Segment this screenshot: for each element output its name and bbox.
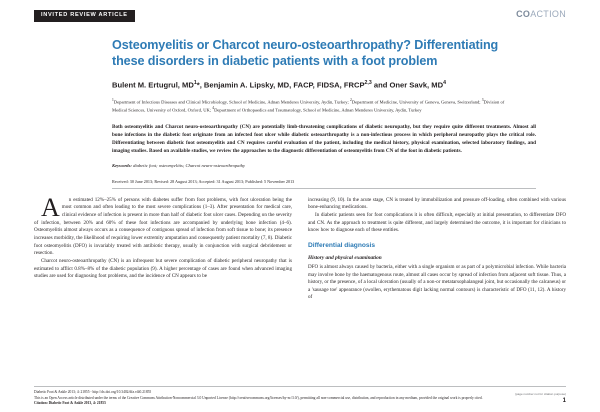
paragraph-text: n estimated 12%–25% of persons with diabetes suffer from foot problems, with foot ulceration being the most common and often leading to the most severe complications (1–3). After presentation for medical care, clinical evidence of infection is present in more than half of diabetic foot ulcer cases. Depending on the severity of infection, between 20% and 60% of these foot infections are accompanied by underlying bone infection (4–6). Osteomyelitis almost always occurs as a consequence of contiguous spread of infection from soft tissue to bone; its presence increases morbidity, the likelihood of requiring lower extremity amputation and consequently patient mortality (7, 8). Diabetic foot osteomyelitis (DFO) is invariably treated with antibiotic therapy, usually in conjunction with surgical debridement or resection. — [34, 196, 292, 257]
body-columns — [34, 192, 566, 302]
keywords-label: Keywords: — [112, 162, 132, 168]
footer-line-3: This is an Open Access article distributed under the terms of the Creative Commons Attribution-Noncommercial 3.0 Unported License (http://creativecommons.org/licenses/by-nc/3.0/), permitting all non-commercial use, distribution, and reproduction in any medium, provided the original work is properly cited. — [34, 395, 483, 400]
footer-line-1: Diabetic Foot & Ankle 2013; 4: 21855 - http://dx.doi.org/10.3402/dfa.v4i0.21855 — [34, 390, 152, 395]
section-heading-differential-diagnosis: Differential diagnosis — [308, 242, 376, 250]
footer-page-info — [515, 392, 566, 406]
subsection-heading-history-exam: History and physical examination — [308, 254, 382, 261]
paragraph: In diabetic patients seen for foot complications it is often difficult, especially at initial presentation, to differentiate DFO and CN. As the approach to treatment is quite different, and largely determined the outcome, it is important for clinicians to know how to diagnose each of these entities. — [308, 212, 566, 234]
paragraph: DFO is almost always caused by bacteria, either with a single organism or as part of a polymicrobial infection. While bacteria may involve bone by the haematogenous route, almost all cases occur by spread of infection from adjacent soft tissue. Thus, a history, or the presence, of a local ulceration (usually of a non-or metatarsophalangeal joint, but occasionally the calcaneus) or a 'sausage toe' appearance (swollen, erythematous digit lacking normal contours) is characteristic of DFO (11, 12). A history of — [308, 263, 566, 301]
author-list: Bulent M. Ertugrul, $MD^1*$, Benjamin A. Lipsky, MD, FACP, FIDSA, FRCP$^{2,3}$ and Oner Savk, $MD^4$ — [112, 80, 446, 90]
title-block — [34, 37, 566, 114]
article-type-badge: INVITED REVIEW ARTICLE — [34, 10, 135, 22]
publisher-logo-prefix: CO — [516, 9, 531, 19]
keywords-list: diabetic foot; osteomyelitis; Charcot neuro-osteoarthropathy — [133, 162, 246, 168]
page-header — [34, 10, 566, 28]
abstract-text: Both osteomyelitis and Charcot neuro-osteoarthropathy (CN) are potentially limb-threatening complications of diabetic neuropathy, but they require quite different treatments. Almost all bone infections in the diabetic foot originate from an infected foot ulcer while diabetic osteoarthropathy is a non-infectious process in which peripheral neuropathy plays the critical role. Differentiating between diabetic foot osteomyelitis and CN requires careful evaluation of the patient, including the medical history, physical examination, selected laboratory findings, and imaging studies. Based on available studies, we review the approaches to the diagnostic differentiation of osteomyelitis from CN of the foot in diabetic patients. — [112, 124, 536, 155]
page-number: 1 — [562, 398, 566, 405]
body-column-left — [34, 192, 292, 302]
paragraph — [34, 192, 292, 258]
footer-citation: Citation: Diabetic Foot & Ankle 2013, 4: 21855 — [34, 400, 106, 405]
drop-cap: A — [41, 192, 60, 222]
abstract-block — [34, 124, 566, 189]
publisher-logo-suffix: ACTION — [530, 9, 566, 19]
keywords — [112, 163, 536, 170]
footer-page-note: (page number not for citation purpose) — [514, 391, 566, 396]
page-footer — [34, 386, 566, 406]
paragraph: Charcot neuro-osteoarthropathy (CN) is an infrequent but severe complication of diabetic peripheral neuropathy that is estimated to afflict 0.8%–8% of the diabetic population (9). A higher percentage of cases are found when advanced imaging studies are used for diagnosing foot problems, and the incidence of CN appears to be — [34, 257, 292, 280]
paragraph: increasing (9, 10). In the acute stage, CN is treated by immobilization and pressure off-loading, often combined with various bone-enhancing medications. — [308, 196, 566, 211]
footer-license — [34, 390, 504, 406]
affiliation-list: $^1$Department of Infectious Diseases and Clinical Microbiology, School of Medicine, Adnan Menderes University, Aydin, Turkey; $^2$Department of Medicine, University of Geneva, Geneva, Switzerland; $^3$Division of Medical Sciences, University of Oxford, Oxford, UK; $^4$Department of Orthopaedics and Traumatology, School of Medicine, Adnan Menderes University, Aydin, Turkey — [112, 98, 505, 113]
body-column-right — [308, 197, 566, 302]
publisher-logo — [516, 9, 566, 19]
page-title: Osteomyelitis or Charcot neuro-osteoarthropathy? Differentiating these disorders in diabetic patients with a foot problem — [112, 38, 499, 69]
publication-history: Received: 30 June 2013; Revised: 28 August 2013; Accepted: 31 August 2013; Published: 5 November 2013 — [112, 179, 536, 189]
